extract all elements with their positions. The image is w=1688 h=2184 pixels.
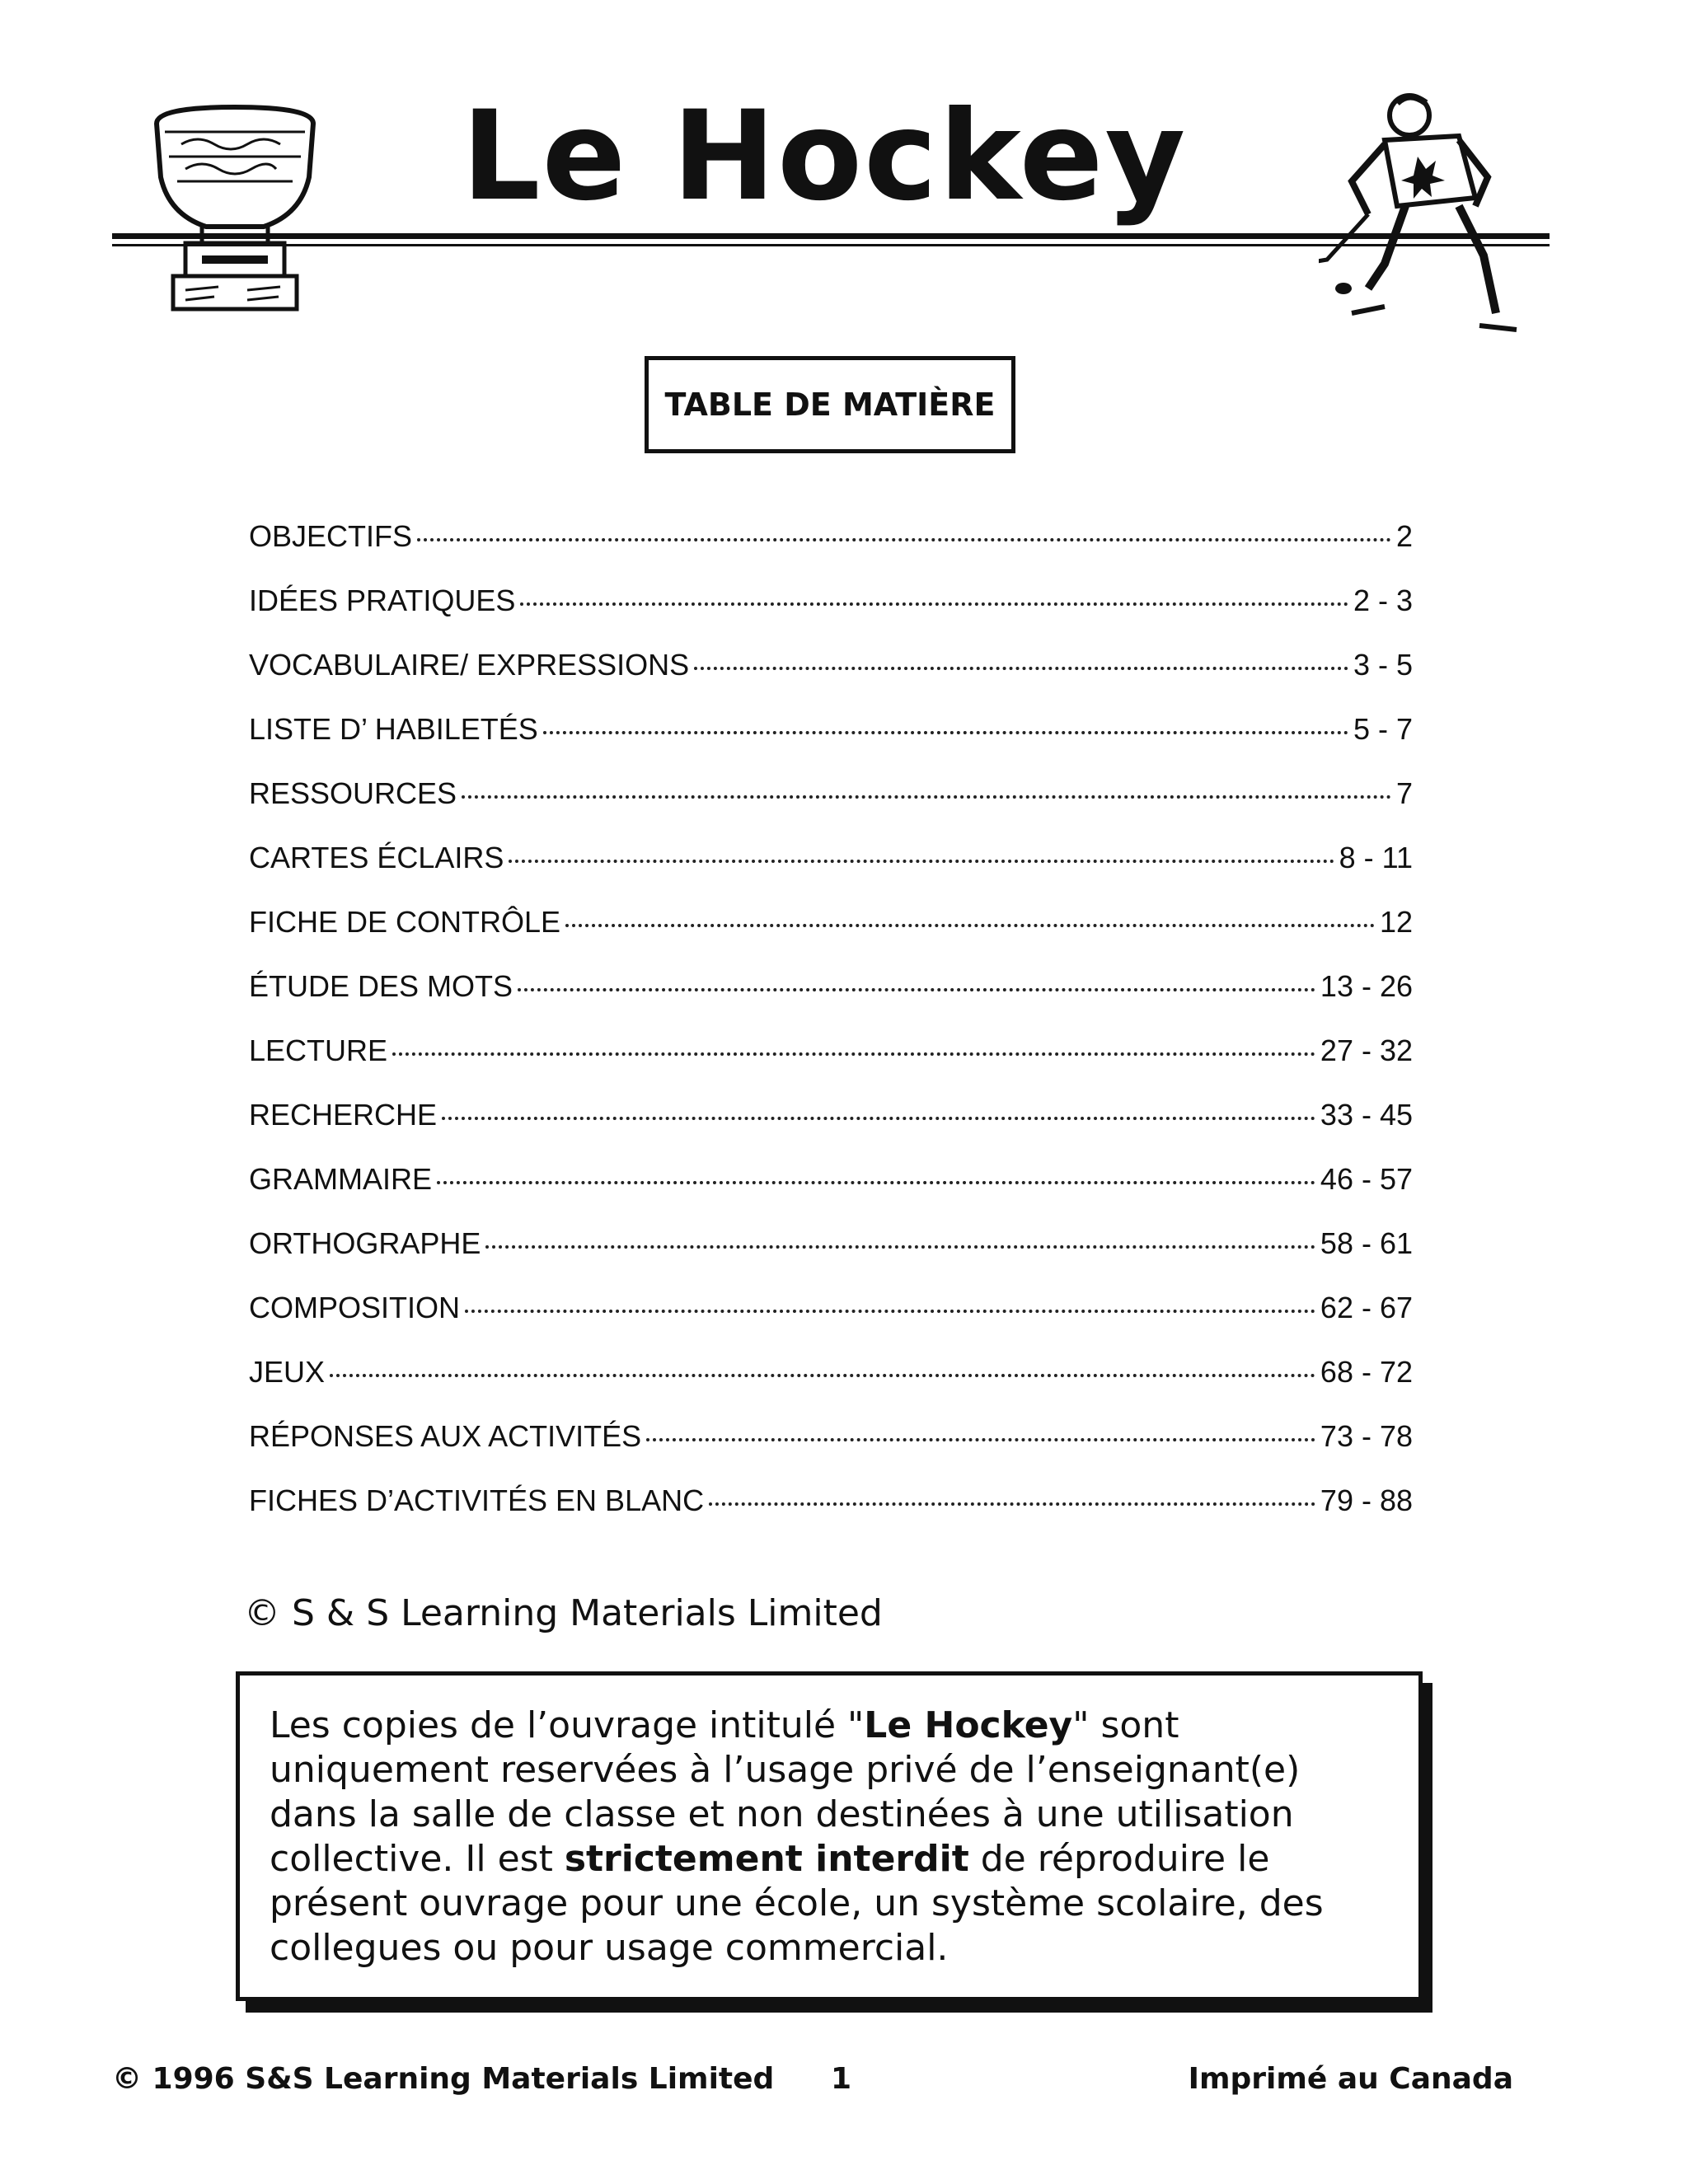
toc-entry	[249, 1098, 1413, 1162]
notice-text-2: " sont uniquement reservées à l’usage privé de l’enseignant(e) dans la salle de classe et non destinées à une utilisation collective. Il est	[270, 1704, 1301, 1880]
toc-leader-dots	[646, 1438, 1315, 1441]
toc-entry-label: ÉTUDE DES MOTS	[249, 969, 513, 1003]
toc-leader-dots	[485, 1245, 1315, 1249]
toc-entry-pages: 2	[1395, 519, 1413, 553]
toc-entry	[249, 648, 1413, 712]
toc-entry	[249, 519, 1413, 583]
toc-entry-pages: 5 - 7	[1353, 712, 1413, 746]
toc-leader-dots	[520, 602, 1348, 606]
toc-entry	[249, 1483, 1413, 1548]
toc-entry-label: RECHERCHE	[249, 1098, 438, 1132]
header-rule-thin	[112, 244, 1550, 246]
toc-entry	[249, 1291, 1413, 1355]
toc-entry-label: COMPOSITION	[249, 1291, 461, 1324]
notice-text-1: Les copies de l’ouvrage intitulé "	[270, 1704, 865, 1746]
toc-entry-label: FICHE DE CONTRÔLE	[249, 905, 561, 939]
toc-leader-dots	[694, 667, 1348, 670]
toc-entry-label: FICHES D’ACTIVITÉS EN BLANC	[249, 1483, 705, 1517]
page-number: 1	[831, 2062, 852, 2096]
toc-entry-pages: 27 - 32	[1320, 1033, 1413, 1067]
toc-entry-pages: 58 - 61	[1320, 1226, 1413, 1260]
toc-entry-label: OBJECTIFS	[249, 519, 413, 553]
toc-list	[249, 519, 1413, 1548]
toc-leader-dots	[709, 1502, 1315, 1506]
toc-entry-label: RÉPONSES AUX ACTIVITÉS	[249, 1419, 642, 1453]
header-rule	[112, 233, 1550, 239]
toc-leader-dots	[462, 795, 1391, 799]
toc-entry-pages: 7	[1395, 776, 1413, 810]
toc-entry	[249, 1419, 1413, 1483]
notice-text-3: de réproduire le présent ouvrage pour une école, un système scolaire, des collegues ou pour usage commercial.	[270, 1838, 1324, 1969]
toc-leader-dots	[565, 924, 1375, 927]
toc-entry-label: JEUX	[249, 1355, 326, 1389]
toc-entry-pages: 8 - 11	[1339, 841, 1413, 874]
toc-entry	[249, 841, 1413, 905]
toc-entry-label: IDÉES PRATIQUES	[249, 583, 516, 617]
copyright-line: © S & S Learning Materials Limited	[244, 1592, 883, 1634]
toc-leader-dots	[417, 538, 1391, 541]
trophy-icon	[140, 99, 330, 313]
footer-printed: Imprimé au Canada	[1188, 2062, 1513, 2096]
toc-entry-label: RESSOURCES	[249, 776, 457, 810]
hockey-player-icon	[1319, 91, 1566, 354]
notice-box	[236, 1671, 1423, 2001]
toc-leader-dots	[392, 1052, 1315, 1056]
toc-entry-pages: 79 - 88	[1320, 1483, 1413, 1517]
footer	[0, 2062, 1688, 2111]
toc-entry	[249, 1033, 1413, 1098]
toc-leader-dots	[543, 731, 1348, 734]
toc-entry	[249, 712, 1413, 776]
toc-entry-label: VOCABULAIRE/ EXPRESSIONS	[249, 648, 690, 682]
toc-entry-pages: 13 - 26	[1320, 969, 1413, 1003]
toc-leader-dots	[437, 1181, 1315, 1184]
notice-bold-title: Le Hockey	[864, 1704, 1073, 1746]
toc-leader-dots	[509, 860, 1334, 863]
toc-leader-dots	[330, 1374, 1315, 1377]
toc-entry	[249, 905, 1413, 969]
toc-heading: TABLE DE MATIÈRE	[645, 356, 1015, 453]
footer-copyright: © 1996 S&S Learning Materials Limited	[112, 2062, 775, 2096]
toc-leader-dots	[465, 1310, 1315, 1313]
toc-entry	[249, 1226, 1413, 1291]
toc-entry-label: LISTE D’ HABILETÉS	[249, 712, 538, 746]
notice-bold-warning: strictement interdit	[564, 1838, 969, 1880]
toc-leader-dots	[518, 988, 1315, 991]
toc-entry	[249, 1355, 1413, 1419]
toc-entry-pages: 3 - 5	[1353, 648, 1413, 682]
toc-entry-pages: 73 - 78	[1320, 1419, 1413, 1453]
toc-entry	[249, 583, 1413, 648]
page-title: Le Hockey	[462, 85, 1188, 228]
toc-entry-label: GRAMMAIRE	[249, 1162, 433, 1196]
toc-entry-label: LECTURE	[249, 1033, 388, 1067]
toc-entry-pages: 33 - 45	[1320, 1098, 1413, 1132]
toc-entry-label: CARTES ÉCLAIRS	[249, 841, 504, 874]
toc-entry-pages: 2 - 3	[1353, 583, 1413, 617]
toc-leader-dots	[442, 1117, 1315, 1120]
toc-entry	[249, 1162, 1413, 1226]
toc-entry-pages: 46 - 57	[1320, 1162, 1413, 1196]
toc-entry-label: ORTHOGRAPHE	[249, 1226, 481, 1260]
toc-entry-pages: 12	[1379, 905, 1413, 939]
toc-entry-pages: 62 - 67	[1320, 1291, 1413, 1324]
toc-entry	[249, 969, 1413, 1033]
toc-entry	[249, 776, 1413, 841]
toc-entry-pages: 68 - 72	[1320, 1355, 1413, 1389]
